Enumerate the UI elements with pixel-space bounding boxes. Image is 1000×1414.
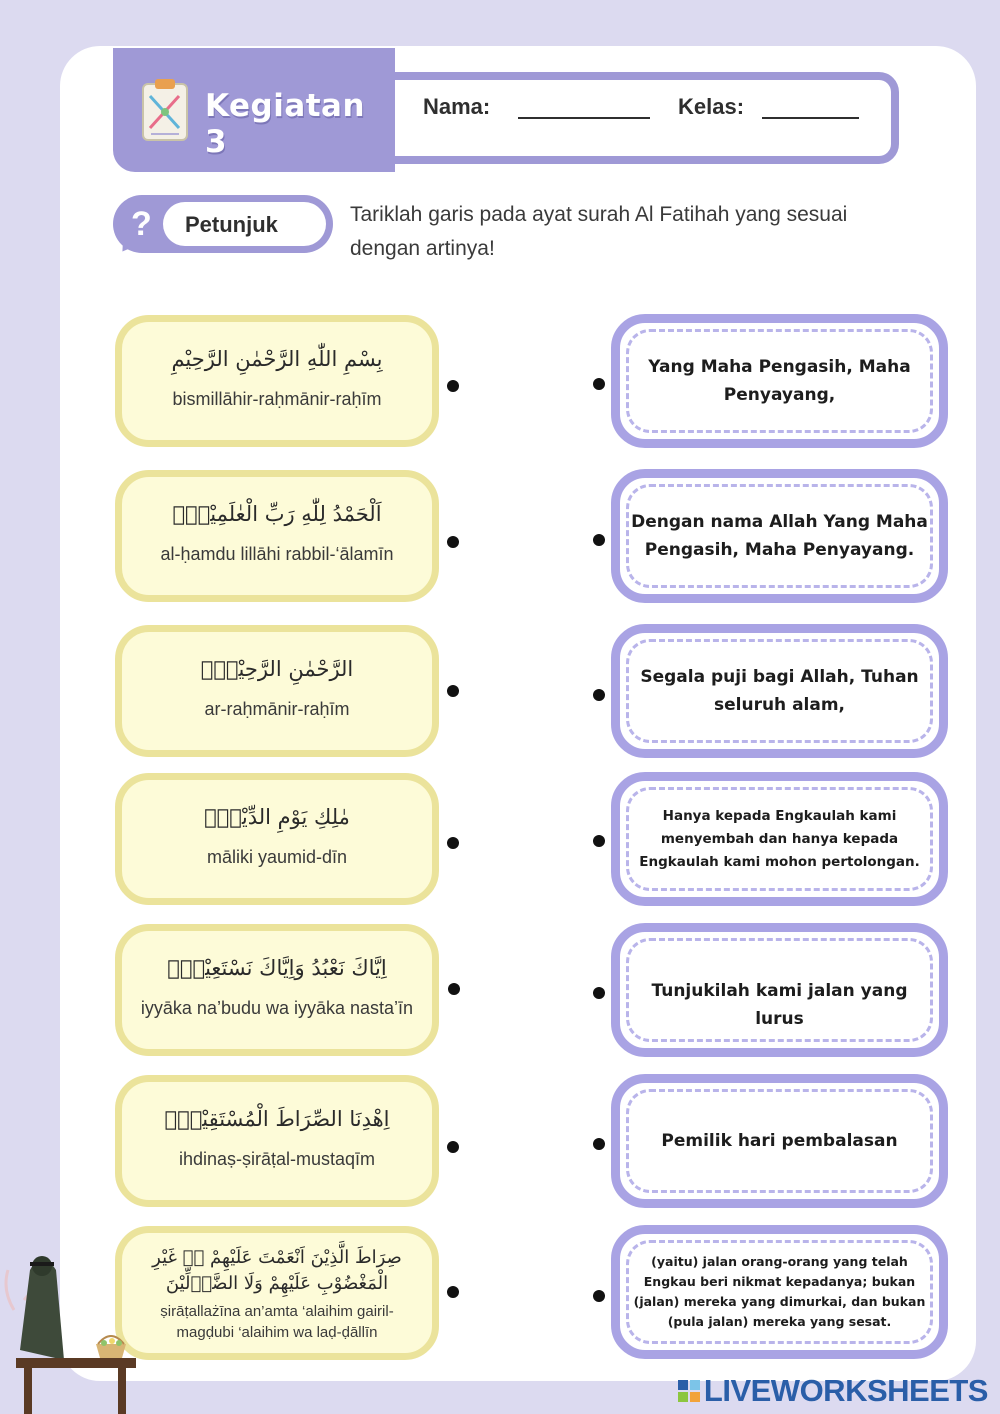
name-label: Nama: bbox=[423, 94, 491, 119]
clipboard-icon bbox=[141, 78, 189, 142]
liveworksheets-brand: LIVEWORKSHEETS bbox=[703, 1373, 988, 1408]
meaning-text: Hanya kepada Engkaulah kami menyembah dan hanya kepada Engkaulah kami mohon pertolongan. bbox=[639, 807, 920, 870]
instruction-badge bbox=[113, 195, 335, 255]
meaning-connector-dot[interactable] bbox=[593, 378, 605, 390]
verse-card bbox=[115, 924, 439, 1056]
verse-arabic: بِسْمِ اللّٰهِ الرَّحْمٰنِ الرَّحِيْمِ bbox=[171, 347, 383, 371]
verse-latin: ar-raḥmānir-raḥīm bbox=[204, 699, 350, 719]
verse-latin: al-ḥamdu lillāhi rabbil-‘ālamīn bbox=[160, 544, 394, 564]
meaning-card bbox=[611, 923, 948, 1057]
meaning-card-inner bbox=[626, 787, 933, 891]
meaning-text: Segala puji bagi Allah, Tuhan seluruh alam, bbox=[640, 667, 919, 715]
verse-card bbox=[115, 470, 439, 602]
verse-card bbox=[115, 773, 439, 905]
verse-arabic: اِيَّاكَ نَعْبُدُ وَاِيَّاكَ نَسْتَعِيْنُۗ bbox=[167, 956, 387, 980]
meaning-card bbox=[611, 1225, 948, 1359]
verse-arabic: الرَّحْمٰنِ الرَّحِيْمِۙ bbox=[200, 657, 354, 681]
meaning-card-inner bbox=[626, 484, 933, 588]
meaning-connector-dot[interactable] bbox=[593, 534, 605, 546]
meaning-text: Tunjukilah kami jalan yang lurus bbox=[651, 981, 908, 1029]
class-field[interactable] bbox=[762, 117, 859, 119]
verse-card bbox=[115, 625, 439, 757]
meaning-card-inner bbox=[626, 329, 933, 433]
meaning-card-inner bbox=[626, 639, 933, 743]
verse-connector-dot[interactable] bbox=[447, 685, 459, 697]
meaning-text: Pemilik hari pembalasan bbox=[661, 1131, 898, 1151]
verse-connector-dot[interactable] bbox=[447, 536, 459, 548]
meaning-connector-dot[interactable] bbox=[593, 987, 605, 999]
verse-arabic: اِهْدِنَا الصِّرَاطَ الْمُسْتَقِيْمَۙ bbox=[164, 1107, 390, 1131]
meaning-card bbox=[611, 1074, 948, 1208]
class-label: Kelas: bbox=[678, 94, 745, 119]
meaning-card-inner bbox=[626, 1240, 933, 1344]
verse-arabic: اَلْحَمْدُ لِلّٰهِ رَبِّ الْعٰلَمِيْنَۙ bbox=[172, 502, 382, 526]
verse-connector-dot[interactable] bbox=[447, 1286, 459, 1298]
meaning-text: Dengan nama Allah Yang Maha Pengasih, Maha Penyayang. bbox=[631, 512, 928, 560]
meaning-card bbox=[611, 314, 948, 448]
meaning-card bbox=[611, 624, 948, 758]
verse-card bbox=[115, 1226, 439, 1360]
meaning-card bbox=[611, 772, 948, 906]
verse-latin: māliki yaumid-dīn bbox=[206, 847, 348, 867]
activity-header bbox=[113, 48, 395, 172]
verse-card bbox=[115, 315, 439, 447]
instruction-badge-label: Petunjuk bbox=[185, 212, 278, 237]
meaning-text: (yaitu) jalan orang-orang yang telah Engkau beri nikmat kepadanya; bukan (jalan) mereka yang dimurkai, dan bukan (pula jalan) mereka yang sesat. bbox=[633, 1254, 926, 1329]
meaning-connector-dot[interactable] bbox=[593, 1290, 605, 1302]
verse-latin: iyyāka na’budu wa iyyāka nasta’īn bbox=[140, 998, 414, 1018]
verse-arabic: مٰلِكِ يَوْمِ الدِّيْنِۗ bbox=[204, 805, 350, 829]
meaning-card bbox=[611, 469, 948, 603]
verse-connector-dot[interactable] bbox=[447, 837, 459, 849]
verse-connector-dot[interactable] bbox=[447, 1141, 459, 1153]
verse-latin: bismillāhir-raḥmānir-raḥīm bbox=[172, 389, 382, 409]
verse-card bbox=[115, 1075, 439, 1207]
name-field[interactable] bbox=[518, 117, 650, 119]
verse-arabic: صِرَاطَ الَّذِيْنَ اَنْعَمْتَ عَلَيْهِمْ ەۙ غَيْرِ الْمَغْضُوْبِ عَلَيْهِمْ وَلَا الضَّاۤلِّيْنَ bbox=[152, 1247, 402, 1294]
meaning-card-inner bbox=[626, 938, 933, 1042]
activity-title: Kegiatan 3 bbox=[205, 88, 366, 160]
verse-latin: ihdinaṣ-ṣirāṭal-mustaqīm bbox=[178, 1149, 376, 1169]
meaning-connector-dot[interactable] bbox=[593, 689, 605, 701]
liveworksheets-logo bbox=[678, 1374, 988, 1408]
verse-latin: ṣirāṭallażīna an’amta ‘alaihim gairil-magḍubi ‘alaihim wa laḍ-ḍāllīn bbox=[160, 1303, 394, 1341]
instruction-text: Tariklah garis pada ayat surah Al Fatihah yang sesuai dengan artinya! bbox=[350, 203, 848, 260]
question-icon: ? bbox=[131, 205, 152, 243]
meaning-text: Yang Maha Pengasih, Maha Penyayang, bbox=[648, 357, 911, 405]
verse-connector-dot[interactable] bbox=[447, 380, 459, 392]
meaning-connector-dot[interactable] bbox=[593, 1138, 605, 1150]
reading-figure-illustration bbox=[0, 1240, 140, 1414]
verse-connector-dot[interactable] bbox=[448, 983, 460, 995]
meaning-connector-dot[interactable] bbox=[593, 835, 605, 847]
meaning-card-inner bbox=[626, 1089, 933, 1193]
liveworksheets-mark-icon bbox=[678, 1380, 700, 1402]
